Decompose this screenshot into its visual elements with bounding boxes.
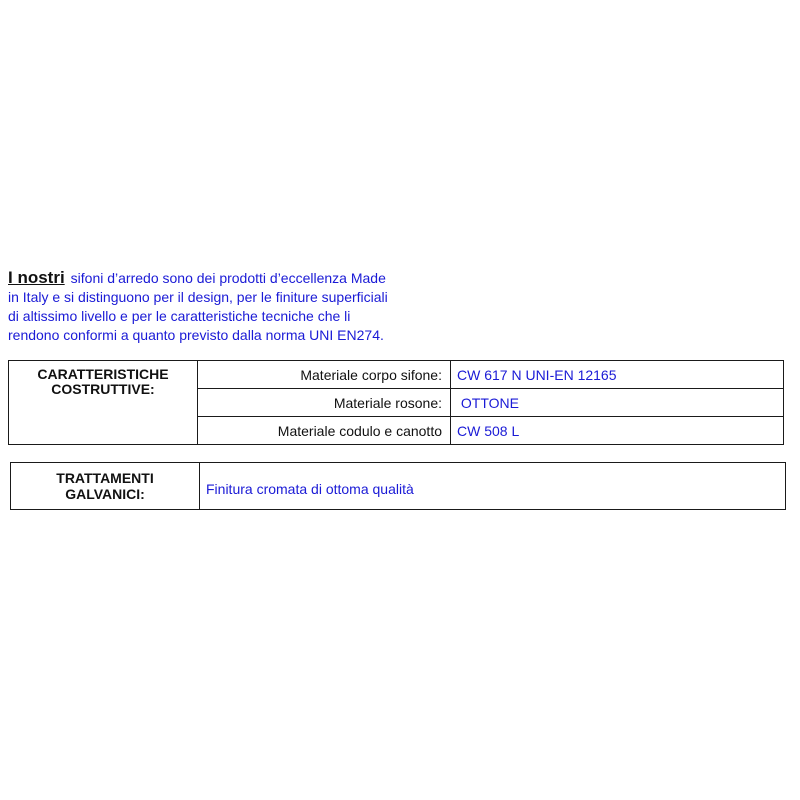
costruttive-heading-line2: COSTRUTTIVE: — [51, 381, 155, 397]
row-label: Materiale corpo sifone: — [198, 361, 451, 389]
costruttive-heading-line1: CARATTERISTICHE — [37, 366, 169, 382]
galvanici-heading-line1: TRATTAMENTI — [56, 470, 154, 486]
row-value: CW 617 N UNI-EN 12165 — [451, 361, 784, 389]
intro-line-1 — [8, 268, 448, 288]
intro-line-4: rendono conformi a quanto previsto dalla norma UNI EN274. — [8, 327, 384, 343]
galvanici-value: Finitura cromata di ottoma qualità — [200, 463, 786, 510]
table-row — [11, 463, 786, 510]
galvanici-heading — [11, 463, 200, 510]
row-label: Materiale codulo e canotto — [198, 417, 451, 445]
intro-paragraph — [8, 268, 448, 345]
galvanici-heading-line2: GALVANICI: — [65, 486, 145, 502]
intro-line-2: in Italy e si distinguono per il design, per le finiture superficiali — [8, 289, 388, 305]
galvanici-table — [10, 462, 786, 510]
table-row — [9, 361, 784, 389]
costruttive-table — [8, 360, 784, 445]
costruttive-heading — [9, 361, 198, 445]
row-label: Materiale rosone: — [198, 389, 451, 417]
intro-text-1: sifoni d’arredo sono dei prodotti d’eccellenza Made — [70, 270, 386, 286]
intro-line-3: di altissimo livello e per le caratteristiche tecniche che li — [8, 308, 351, 324]
intro-lead: I nostri — [8, 268, 65, 287]
row-value: OTTONE — [451, 389, 784, 417]
row-value: CW 508 L — [451, 417, 784, 445]
